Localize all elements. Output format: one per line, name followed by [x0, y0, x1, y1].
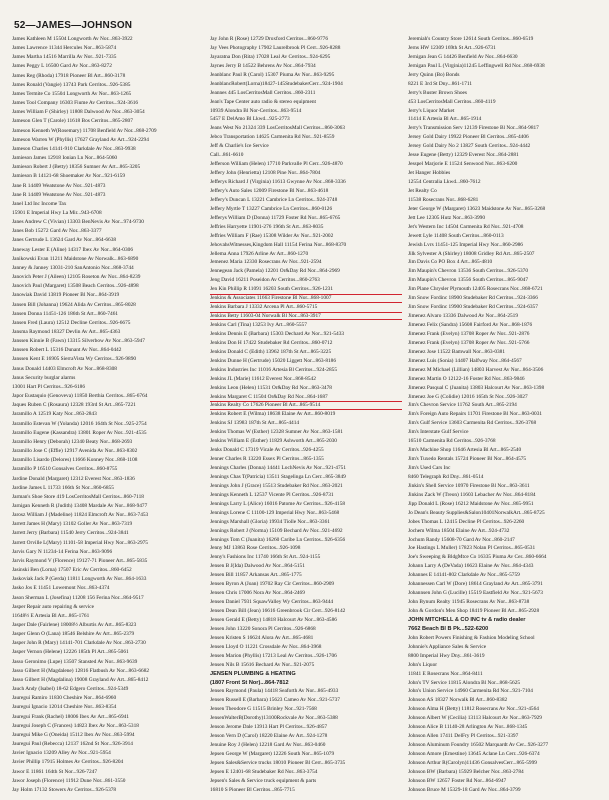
listing-entry: Jet's Western Inc 14504 Carmenita Rd Nor...921-4708: [408, 223, 524, 230]
listing-entry: Janes Bob 15272 Gard Av Nor...863-3377: [12, 228, 102, 235]
listing-entry: James Ronald (Vangie) 13743 Park Cerritos...926-5385: [12, 81, 131, 88]
listing-entry: Jimenez Frank (Evelyn) 13708 Roper Av Nor...921-5766: [408, 339, 530, 346]
listing-entry: Jensen Marion (Phyllis) 17213 Leal Av Cerritos...926-1706: [210, 652, 337, 659]
listing-entry: Jepsen George W (Margaret) 12226 South Nor...865-1079: [210, 751, 335, 757]
listing-entry: Jepsen's Sales & Service truck equipment & parts: [210, 777, 317, 784]
listing-entry: Jasso Gilbert H (Magdalene) 12816 Flatbush Av Nor...863-6682: [12, 667, 150, 674]
listing-entry: Jay John R (Rose) 12729 Droxford Cerritos...860-9776: [210, 36, 328, 42]
listing-entry: Jawor Joseph (Florence) 11912 Dune Nor...861-3550: [12, 777, 126, 784]
listing-entry: Jenson Vern D (Carol) 18220 Elaine Av Art...924-1278: [210, 733, 328, 740]
listing-entry: Jenuine Roy J (Helen) 12218 Gard Av Nor...863-0460: [210, 742, 326, 749]
directory-column-3: [408, 36, 600, 794]
listing-heading: (1807 Front St Nor)...864-7812: [210, 679, 289, 686]
listing-entry: Jameson Warren W (Phyllis) 17627 Grayland Av Art...924-2294: [12, 136, 149, 143]
listing-entry: Jansma Raymond 18327 Devlin Av Art...865-4363: [12, 329, 121, 335]
listing-entry: Jensen B J(Ida) Dalwood Av Nor...864-5151: [210, 563, 305, 570]
listing-entry: Jett Lee 12305 Hutz Nor...863-3990: [408, 214, 486, 221]
listing-entry: Jimenez Pasqual C (Juanita) 13803 Halcourt Av Nor...863-1398: [408, 384, 545, 391]
listing-entry: Jim Snow Fordinc 19900 Studebaker Rd Cerritos...924-6357: [408, 304, 538, 311]
listing-entry: Jerns HW 12309 169th St Art...926-6731: [408, 44, 496, 51]
listing-entry: James Reg (Rhoda) 17918 Pioneer Bl Art...860-3178: [12, 72, 126, 79]
listing-entry: John & Gordon's Men Shop 18419 Pioneer Bl Art...865-2928: [408, 608, 540, 614]
listing-entry: Jimenez Alvaro 13336 Dalwood Av Nor...864-2519: [408, 313, 519, 320]
listing-entry: Jensen Lloyd O 11221 Crossdale Av Nor...864-3968: [210, 643, 322, 650]
listing-entry: Jardine James L 11733 166th St Nor...860-6855: [12, 484, 114, 491]
listing-entry: Jarrett Orville L(Mary) 11101-58 Imperial Hwy Nor...863-2975: [12, 539, 148, 546]
listing-entry: Jauregui Ramiro 11830 Cheshire Nor...864-6960: [12, 695, 117, 702]
listing-entry: Johnson Arthur R(Carolyn)11436 GonsalvesCerr...865-5999: [408, 759, 537, 766]
listing-entry: Jerry's Buster Brown Shoes: [408, 89, 467, 96]
listing-entry: Janus Security burglar alarms: [12, 374, 76, 381]
listing-entry: Jansen Bill (Johanna) 19624 Alida Av Cerritos...865-8028: [12, 301, 136, 308]
listing-entry: 16810 S Pioneer Bl Cerritos...865-7715: [210, 786, 295, 793]
listing-entry: Javier Ignacio 13209 Alley Av Nor...921-5954: [12, 750, 111, 757]
listing-entry: Jenkins Barbara J 13332 Arcena Pl Art...860-5715: [210, 304, 318, 311]
listing-entry: Jenny's Fashions Inc 11740 166th St Art...924-1155: [210, 554, 321, 561]
listing-entry: Jimenez Joe G (Colidie) 12016 165th St Nor...926-3027: [408, 393, 528, 400]
listing-entry: Jenkins Margaret C 11504 Or&Day Rd Nor...864-1687: [210, 393, 328, 400]
listing-entry: Janssen Kinnie B (Fawn) 13315 Silverbow Av Nor...863-5947: [12, 338, 145, 345]
listing-entry: 8221 E 3rd St Dny...861-1711: [408, 80, 473, 87]
listing-entry: John Robert Powers Finishing & Fashion Modeling School: [408, 634, 535, 641]
listing-entry: Jeffery's Duncan L 13221 Cambrice Ln Cerritos...924-3748: [210, 196, 338, 203]
listing-entry: Jerry's Liquor Market: [408, 107, 455, 114]
listing-entry: Jepsen Sales&Service trucks 18010 Pioneer Bl Cerr...865-3735: [210, 759, 346, 766]
listing-entry: Jaynes Jerry B 14522 Behrens Av Nor...864-7934: [210, 62, 316, 69]
listing-entry: Jameson Glen T (Carole) 11618 Bos Cerritos...865-2807: [12, 118, 133, 125]
listing-entry: Jennings John J (Grace) 15513 Studebaker Rd Nor...863-2021: [210, 482, 343, 489]
listing-entry: JensenWalterB(Dorothy)13100Rockvale Av Nor...863-5388: [210, 715, 338, 722]
listing-entry: Janikowski Evan 11211 Maidstone Av Norwalk...863-6890: [12, 255, 139, 262]
listing-entry: Jensen Chris 17006 Nora Av Nor...864-2469: [210, 590, 305, 597]
listing-entry: Janeway Lester E (Aline) 14317 Ibex Av Nor...864-0306: [12, 246, 133, 253]
listing-entry: Janovich Paul (Margaret) 13508 Beach Cerritos...926-4898: [12, 283, 139, 290]
listing-entry: Jenkins Thomas W (Esther) 12328 Sumner Av Nor...863-1581: [210, 429, 343, 436]
listing-entry: 16510 Carmenita Rd Cerritos...926-3768: [408, 438, 496, 445]
listing-entry: Jilk Sylvester A (Shirley) 18008 Gridley Rd Art...865-2507: [408, 250, 535, 257]
listing-entry: Jim's Used Cars Inc: [408, 465, 451, 471]
listing-entry: Jim's Chevron Service 11762 South Art...865-2194: [408, 402, 517, 409]
listing-entry: Janowiak David 13819 Pioneer Bl Nor...864-3919: [12, 292, 120, 299]
listing-entry: Jernigan Paul L (Virginia)11245 Leffingwell Rd Nor...868-6938: [408, 62, 545, 69]
listing-entry: Jarvis Raymond V (Florence) 19127-71 Pioneer Art...865-5835: [12, 557, 148, 564]
listing-entry: Johnson Aluminum Foundry 16502 Marquardt Av Cer...926-3277: [408, 742, 549, 749]
listing-entry: Jasper Glenn O (Lana) 18546 Belshire Av Art...865-2379: [12, 631, 135, 638]
listing-entry: Jim's Gulf Service 13603 Carmenita Rd Cerritos...926-3768: [408, 420, 537, 427]
listing-entry: Jeffery Myrtle T 13227 Cambrice Ln Cerritos...860-0126: [210, 205, 333, 212]
listing-entry: Janes Andrew C (Vivian) 13303 BenNevis Av Nor...974-9730: [12, 219, 144, 226]
listing-entry: James Lawrence 11344 Hercules Nor...863-5874: [12, 45, 117, 52]
listing-entry: 8800 Imperial Hwy Dny...861-3619: [408, 652, 485, 659]
listing-entry: Jenkins Industries Inc 11016 Artesia Bl Cerritos...924-2855: [210, 366, 337, 373]
listing-entry: Jennings Charles (Donna) 14441 LochNevis Av Nor...921-4751: [210, 465, 346, 471]
listing-entry: Jarvis Gary N 11234-14 Ferina Nor...863-9096: [12, 548, 113, 555]
listing-entry: Jensen Bill 11857 Arkansas Art...865-1775: [210, 572, 302, 579]
listing-entry: Jansen Donna 11451-126 186th St Art...860-7461: [12, 310, 119, 317]
listing-entry: Jaramillo Henry (Deborah) 12340 Beaty Nor...868-2693: [12, 438, 133, 445]
listing-entry: 453 LosCerritosMall Cerritos...860-4119: [408, 98, 496, 105]
listing-entry: Jeffery John (Henrietta) 12108 Pine Nor...864-7804: [210, 170, 321, 177]
listing-entry: Jennings Larry L (Alice) 16016 Patome Av Cerritos...926-4158: [210, 500, 346, 507]
listing-entry: Jenks Donald C 17319 Vicale Av Cerritos...926-4255: [210, 447, 324, 454]
listing-entry: Jersey Gold Dairy No 2 13827 South Cerritos...924-4442: [408, 143, 531, 150]
listing-heading: 7662 Beach Bl B Pk...522-6200: [408, 625, 489, 632]
listing-entry: Jeffries William F (Rae) 15308 Wilder Av Nor...921-2002: [210, 232, 334, 239]
listing-entry: Jarrett James H (Mary) 13102 Goller Av Nor...863-7319: [12, 521, 133, 528]
listing-entry: Jeans West No 21324 339 LosCerritosMall Cerritos...860-3063: [210, 125, 345, 132]
listing-entry: Jensen John 13220 Sonora Pl Cerritos...926-6868: [210, 625, 316, 632]
listing-entry: Jenson Jerome Dale 13913 Hart Pl Cerritos...926-4857: [210, 724, 328, 731]
directory-columns: [12, 36, 602, 794]
listing-entry: Jarnigan Kenneth R (Judith) 13408 Mardale Av Nor...868-9477: [12, 502, 148, 509]
listing-entry: Janssen Kent E 16905 SierraVista Wy Cerritos...926-9890: [12, 356, 137, 363]
listing-entry: Jim Davis Co PO Box 4 Art...865-4810: [408, 259, 493, 266]
listing-entry: Jauregui Paul (Rebecca) 12137 162nd St Nor...926-3914: [12, 741, 133, 748]
listing-entry: Jensen Byron A (Joan) 19702 Ray Cir Cerritos...860-2909: [210, 581, 335, 588]
listing-entry: Jenner Charles R 13220 Essex Pl Cerritos...865-1355: [210, 456, 324, 463]
listing-entry: Jenkins Dennis E (Barbara) 15303 Dechard Av Nor...921-5433: [210, 330, 345, 337]
listing-entry: 5457 E DelAmo Bl Lkwd...925-2773: [210, 116, 290, 123]
listing-entry: Jennings Tom C (Juanita) 16260 Caribe Ln Cerritos...926-6356: [210, 536, 346, 543]
listing-entry: Johnson BW 12657 Foster Rd Nor...864-6947: [408, 777, 507, 784]
listing-entry: James Kathleen M 15504 Longworth Av Nor...863-3922: [12, 36, 133, 42]
listing-entry: Jenkins William E (Esther) 11829 Ashworth Art...865-2030: [210, 438, 337, 445]
listing-entry: John's Liquor: [408, 661, 438, 668]
listing-entry: 11538 Rosecrans Nor...868-6281: [408, 196, 479, 203]
listing-entry: 13001 Hart Pl Cerritos...926-6186: [12, 383, 86, 390]
listing-entry: Jim's Interstate Gulf Service: [408, 429, 469, 436]
listing-heading: JENSEN PLUMBING & HEATING: [210, 670, 296, 677]
highlighted-listing: Jenkins Betty 11603-04 Norwalk Bl Nor...863-3917: [210, 313, 402, 319]
listing-entry: Johnson AS 18327 Norwalk Bl Art...860-8382: [408, 697, 508, 704]
listing-entry: Jewish Lvrs 11451-125 Imperial Hwy Nor...860-2986: [408, 241, 523, 248]
listing-entry: John's Union Service 14960 Carmenita Rd Nor...921-7104: [408, 688, 533, 695]
listing-entry: Jinkins Zack W (Treon) 11603 Lebacher Av Nor...864-8184: [408, 491, 536, 498]
listing-entry: Jen Kin Phillip R 11091 16203 South Cerritos...926-1231: [210, 286, 334, 293]
listing-entry: Jeannes 445 LosCerritosMall Cerritos...860-2311: [210, 89, 316, 96]
listing-entry: Jepsen E 12401-68 Studebaker Rd Nor...863-3754: [210, 768, 318, 775]
listing-entry: Jansen Fred (Laura) 12512 Decline Cerritos...926-6675: [12, 319, 131, 326]
listing-entry: Jarman's Shoe Store 419 LosCerritosMall Cerritos...860-7118: [12, 493, 144, 500]
listing-entry: 12554 Centralia Lkwd...860-7612: [408, 179, 481, 185]
listing-entry: Johann Larry A (DeVada) 16623 Elaine Av Nor...864-4343: [408, 563, 534, 570]
listing-entry: JehovahsWitnesses,Kingdom Hall 11154 Ferina Nor...868-8370: [210, 241, 347, 248]
listing-entry: Jenkins Leon (Helen) 11531 Or&Day Rd Nor...863-3478: [210, 384, 332, 391]
listing-entry: Jasper Repair auto repairing & service: [12, 603, 95, 610]
listing-entry: Jensen Daniel 7931 SquawValley Wy Cerritos...863-9444: [210, 599, 334, 606]
listing-entry: Jerry's Transmission Serv 12139 Firestone Bl Nor...864-9817: [408, 125, 539, 132]
listing-entry: Jensen Raymond (Paula) 14418 Seaforth Av Nor...865-4933: [210, 688, 339, 695]
listing-entry: Jaramillo P 16510 Gonsalves Cerritos...860-8755: [12, 466, 118, 473]
listing-entry: James Termite Co 15504 Longworth Av Nor...863-1265: [12, 90, 132, 97]
listing-entry: Jennings Robert J (Norma) 15109 Bechard Av Nor...921-4692: [210, 527, 343, 534]
listing-entry: Jaramillo Jose C (Effie) 12917 Avenida Av Nor...863-8302: [12, 448, 138, 455]
listing-entry: Jeff & Charlie's Ice Service: [210, 143, 269, 150]
listing-entry: Johnson BW (Barbara) 15929 Belcher Nor...863-2784: [408, 768, 524, 775]
listing-entry: 11414 E Artesia Bl Art...865-1914: [408, 116, 482, 123]
directory-column-1: [12, 36, 204, 794]
listing-entry: Jo Dean's Beauty Supplies&Salon10401NorwalkArt...865-8725: [408, 509, 545, 516]
listing-entry: Jinkin's Shell Service 10970 Firestone Bl Nor...863-3611: [408, 482, 530, 489]
listing-entry: Johnson Alice B 11140-28 Arlington Av Nor...868-1345: [408, 724, 528, 731]
listing-entry: Jay Holm 17132 Stowers Av Cerritos...926-5378: [12, 786, 117, 793]
listing-entry: Jaskoviak Jack P (Gerda) 11811 Longworth Av Nor...864-1633: [12, 576, 147, 583]
listing-entry: Jernigan Jean G 14426 Benfield Av Nor...864-6630: [408, 53, 518, 60]
highlighted-listing: Jenkins Realty Co 17626 Pioneer Bl Art...865-9514: [210, 402, 402, 408]
listing-entry: Janovich Peter J (Aileen) 12105 Roseton Av Nor...864-8239: [12, 274, 141, 281]
listing-entry: Jameson Charles 14141-910 Clarkdale Av Nor...863-9938: [12, 145, 136, 152]
listing-entry: Jawor E 11861 164th St Nor...926-7247: [12, 768, 98, 775]
listing-entry: Jauregui Joseph C (Frances) 14823 Ibex Av Nor...863-5318: [12, 722, 139, 729]
listing-entry: Jobes Thomas L 12415 Decline Pl Cerritos...926-2260: [408, 518, 525, 525]
listing-entry: Jasinski Ben (Lorna) 17507 Eric Av Cerritos...860-6452: [12, 567, 132, 574]
listing-entry: Joe's Sweeping & BldgMtce Co 16335 Piuma Av Cer...860-6664: [408, 554, 547, 561]
listing-entry: Jasso Geronimo (Lupe) 13507 Stansted Av Nor...863-9639: [12, 658, 138, 665]
listing-entry: Jayaratna Don (Rita) 17028 Leal Av Cerritos...924-6295: [210, 53, 331, 60]
listing-entry: Johannessen Carl W (Dore) 18614 Grayland Av Art...865-3791: [408, 581, 543, 588]
listing-entry: Jenkins Carl (Tina) 13253 Ivy Art...860-5557: [210, 322, 307, 328]
listing-entry: Jenkins SJ 13983 187th St Art...865-4414: [210, 420, 300, 427]
listing-entry: Jensen Theodore G 11515 Brinley Nor...921-7568: [210, 706, 317, 713]
listing-entry: Jensen Dean Bill (Jean) 16616 Greenbrook Cir Cerr...926-8142: [210, 608, 346, 614]
listing-entry: Jenkins Robert E (Wilma) 18638 Elaine Av Art...860-8019: [210, 411, 336, 418]
listing-entry: Jim Plane Chrysler Plymouth 12405 Rosecrans Nor...868-6721: [408, 286, 543, 293]
listing-entry: Call...861-6610: [210, 152, 244, 159]
listing-entry: John's TV Service 11815 Alondra Bl Nor...868-5625: [408, 679, 521, 686]
listing-entry: JeanblancRobert(Lorna)18427-145StudebakerCerr...924-1904: [210, 80, 343, 87]
listing-entry: Jean's Tape Center auto radio & stereo equipment: [210, 98, 316, 105]
listing-entry: Jamieson Robert J (Betty) 18356 Sumner Av Art...865-3205: [12, 164, 141, 171]
listing-entry: Jane R 14409 Weatstone Av Nor...921-4873: [12, 182, 106, 189]
listing-entry: Jaramillo A 12519 Katy Nor...863-2843: [12, 411, 97, 418]
listing-entry: Jimenez Felix (Sandra) 15608 Fairford Av Nor...868-1876: [408, 322, 533, 328]
listing-entry: Janney & Janney 13031-210 SanAntonio Nor...868-3744: [12, 264, 134, 271]
listing-entry: Jet Hanger Hobbies: [408, 170, 451, 177]
listing-entry: Jerry Quinn (Bo) Bonds: [408, 71, 460, 78]
listing-entry: Jewett Lyle 11408 South Cerritos...860-0113: [408, 232, 504, 239]
listing-entry: Jarosz William J (Madeline) 11824 Elmcroft Av Nor...863-7453: [12, 512, 149, 519]
listing-entry: Jensen Gerald E (Betty) 14818 Halcourt Av Nor...863-4586: [210, 616, 337, 623]
listing-entry: Jaramillo Eugene (Kassandra) 13801 Roper Av Nor...921-4535: [12, 429, 147, 436]
listing-entry: Jamieson B 14121-68 Shoemaker Av Nor...921-6159: [12, 173, 125, 180]
listing-entry: Johannsen John G (Lucille) 15519 Eastfield Av Nor...921-5673: [408, 590, 543, 597]
listing-entry: Janus Donald 14403 Elmcroft Av Nor...868-8308: [12, 365, 117, 372]
listing-entry: Jesspel Marjorie E 11524 Senwood Nor...863-6200: [408, 161, 518, 168]
directory-column-2: [210, 36, 402, 794]
listing-entry: James Tool Company 16303 Fiume Av Cerritos...924-3616: [12, 100, 139, 107]
listing-entry: Janes Gertrude L 13624 Gard Av Nor...864-6638: [12, 237, 117, 244]
listing-entry: Jeter George W (Margaret) 13623 Maidstone Av Nor...865-3268: [408, 205, 546, 212]
listing-entry: James William F (Shirley) 11808 Dalwood Av Nor...863-3054: [12, 109, 145, 116]
listing-entry: James Peggy L 16500 Gard Av Nor...863-8272: [12, 63, 112, 70]
listing-entry: Jim's Tuxedo Rentals 15724 Pioneer Bl Nor...864-4575: [408, 456, 527, 463]
listing-entry: Jimenez Jose 11522 Bamwall Nor...863-0381: [408, 348, 506, 355]
listing-entry: Jennings Marshall (Gloria) 19934 Tiolle Nor...863-3361: [210, 518, 330, 525]
listing-entry: 11648½ E Artesia Bl Art...865-1761: [12, 612, 90, 619]
highlighted-listing: Jenkins & Associates 11663 Firestone Bl Nor...868-1007: [210, 295, 402, 301]
listing-entry: Jasper John R (Mary) 14141-701 Clarkdale Av Nor...863-2730: [12, 640, 146, 647]
listing-entry: Johnson Alma H (Betty) 11812 Rosecrans Av Nor...921-4564: [408, 706, 539, 713]
listing-entry: Jaramillo Lisardo (Delores) 11666 Konney Nor...868-1108: [12, 457, 138, 464]
listing-entry: Jenkins Don H 17422 Studebaker Rd Cerritos...860-0712: [210, 339, 333, 346]
listing-entry: Jeanblanc Paul R (Carol) 15307 Piuma Av Nor...863-9295: [210, 71, 335, 78]
listing-entry: Jesse Eugene (Betty) 12329 Everest Nor...864-2881: [408, 152, 519, 159]
listing-entry: Jeremiah's Country Store 12614 South Cerritos...860-6519: [408, 36, 534, 42]
listing-entry: Jason Sherman L (Josefina) 11208 156 Ferina Nor...864-9517: [12, 594, 144, 601]
listing-entry: Jauregui Frank (Rachel) 18006 Ibex Av Art...865-6941: [12, 713, 129, 720]
listing-entry: Jennegean Jack (Pamela) 12201 Or&Day Rd Nor...864-2969: [210, 268, 340, 275]
listing-entry: 10939 Alondra Bl Nor-Cerritos...863-9514: [210, 107, 302, 114]
listing-entry: Jebco Transportation 14625 Carmenita Rd Nor...921-8559: [210, 134, 335, 141]
listing-entry: Jimenez Frank (Evelyn) 13708 Roper Av Nor...921-2876: [408, 330, 530, 337]
listing-entry: Jim Maupin's Chevron 13556 South Cerritos...865-9047: [408, 277, 529, 284]
listing-entry: Jenkins JL (Marie) 11612 Everest Nor...868-8542: [210, 375, 316, 382]
listing-entry: Jennings Chas T(Patricia) 13511 Stagelinga Ln Cerr...865-3849: [210, 473, 346, 480]
listing-entry: Jimenez Martin O 12122-16 Foster Rd Nor...863-9846: [408, 375, 525, 382]
listing-entry: Janssen Robert L 15316 Dunant Av Nor...864-0442: [12, 347, 122, 354]
listing-entry: Jasper Vernon (Helene) 12226 185th Pl Art...865-5061: [12, 649, 129, 656]
listing-entry: Jane R 14409 Weatstone Av Nor...921-4873: [12, 191, 106, 198]
listing-entry: Jochum Randy 15608-70 Gard Av Nor...860-2147: [408, 536, 515, 543]
listing-entry: Jasper Dale (Fairlene) 18008½ Alburtis Av Art...865-8323: [12, 622, 137, 628]
listing-entry: Jet Realty Co: [408, 187, 437, 194]
listing-entry: Jochem Wilma 18504 Elaine Av Art...924-4732: [408, 527, 510, 534]
listing-entry: Jarrett Jerry (Barbara) 11540 Jerry Cerritos...924-3841: [12, 530, 129, 537]
listing-entry: 11841 E Rosecrans Nor...864-8411: [408, 670, 483, 677]
listing-entry: 8460 Telegraph Rd Dny...861-0514: [408, 473, 484, 480]
listing-entry: Jersey Gold Dairy 19922 Pioneer Bl Cerritos...865-4406: [408, 134, 529, 141]
listing-entry: Japor Eustaquio (Genoveva) 11850 Berthia Cerritos...865-6764: [12, 393, 148, 400]
listing-entry: Jefferys Richard J (Virginia) 11613 Gwynne Av Nor...868-3336: [210, 179, 346, 185]
listing-entry: Jimenez Luis (Sonia) 14407 Halfway Nor...864-4567: [408, 357, 522, 364]
listing-entry: Jimenez M Michael (Lillian) 14803 Harvest Av Nor...864-3506: [408, 366, 544, 373]
listing-entry: Jim's Foreign Auto Repairs 11701 Firestone Bl Nor...863-0031: [408, 411, 543, 418]
listing-entry: Johnson Albert W (Cecilia) 13113 Halcourt Av Nor...863-7929: [408, 715, 542, 722]
listing-entry: John Bynum Realty 11945 Rosecrans Av Nor...863-8738: [408, 599, 530, 606]
listing-entry: Jefferson William (Helen) 17710 Parkvalle Pl Cerr...926-4870: [210, 161, 343, 168]
listing-entry: Jasso Gilbert H (Magdalina) 19008 Grayland Av Art...865-8412: [12, 676, 149, 683]
listing-entry: Jamieson James 12918 Ionian Ln Nor...864-5060: [12, 155, 118, 162]
listing-entry: Jellema Anna 17926 Arline Av Art...860-1270: [210, 250, 309, 257]
listing-entry: Jardine Donald (Margaret) 12312 Everest Nor...863-1836: [12, 475, 135, 482]
listing-entry: Jennings Kenneth L 12537 Vicente Pl Cerritos...926-8731: [210, 491, 334, 498]
listing-entry: Jeng David 16211 Poseidon Av Cerritos...860-2763: [210, 277, 320, 284]
listing-entry: Jensen Nils B 15616 Bechard Av Nor...921-2075: [210, 661, 315, 668]
listing-entry: Jaques Ruben C (Rosaura) 12328 193rd St Art...865-7221: [12, 402, 136, 409]
listing-heading: JOHN MITCHELL & CO INC tv & radio dealer: [408, 616, 526, 623]
listing-entry: Jauregui Mike G (Oneida) 15112 Ibex Av Nor...863-5994: [12, 731, 135, 738]
listing-entry: Janel Ltd Inc Income Tax: [12, 200, 67, 207]
listing-entry: James Martha 14516 Marrilla Av Nor...921-7335: [12, 54, 117, 61]
page-header: 52—JAMES—JOHNSON: [14, 20, 133, 31]
listing-entry: Jim Maupin's Chevron 13536 South Cerritos...926-5370: [408, 268, 529, 275]
listing-entry: 15901 E Imperial Hwy La Mir...943-6708: [12, 209, 102, 216]
listing-entry: Jeffery's Auto Sales 12009 Firestone Bl Nor...863-4618: [210, 187, 329, 194]
listing-entry: Jim's Machine Shop 11646 Artesia Bl Art...865-2540: [408, 447, 522, 454]
listing-entry: Jeffries Harryette 11901-276 196th St Art...863-8035: [210, 223, 324, 230]
listing-entry: Johnson Amore (Ernestine) 13645 Aclane Ln Cerr...926-6374: [408, 751, 540, 757]
listing-entry: Jensen Russell E (Barbara) 15623 Cameo Av Nor...921-5737: [210, 697, 340, 704]
listing-entry: Joe Hastings L Muller) 17823 Nolan Pl Cerritos...865-0531: [408, 545, 536, 552]
listing-entry: Jemenez Maria 12330 Rosecrans Av Nor...921-2594: [210, 259, 322, 266]
listing-entry: Johnson Allen 17411 DelFry Pl Cerritos...921-3397: [408, 733, 519, 740]
listing-entry: Jauregui Ignacio 12014 Cheshire Nor...863-8354: [12, 704, 117, 711]
listing-entry: Johnnie's Appliance Sales & Service: [408, 643, 487, 650]
listing-entry: Jipp Donald L (Rose) 16212 Maidstone Av Nor...865-9951: [408, 500, 534, 507]
listing-entry: Jefferys William D (Donna) 11729 Foster Rd Nor...865-6765: [210, 214, 341, 221]
listing-entry: Johannes E 14141-802 Clarkdale Av Nor...865-5759: [408, 572, 520, 579]
listing-entry: Johnson Bruce M 15329-18 Gard Av Nor...864-3799: [408, 786, 521, 793]
listing-entry: Jaramillo Estevan W (Yolanda) 12016 164th St Nor...925-2754: [12, 420, 147, 427]
listing-entry: Jenkins Dunne H (Gertrude) 15020 Liggett Nor...863-8186: [210, 357, 337, 364]
listing-entry: Jenny MJ 13863 Rose Cerritos...926-1098: [210, 545, 301, 552]
listing-entry: Jim Snow Fordinc 18900 Studebaker Rd Cerritos...924-3366: [408, 295, 538, 302]
listing-entry: Jay Vees Photography 17902 Laurelbrook Pl Cerr...926-8288: [210, 44, 341, 51]
listing-entry: Jennings Lorene C 11100-129 Imperial Hwy Nor...863-5468: [210, 509, 340, 516]
listing-entry: Jenkins Donald C (Edith) 13962 187th St Art...865-3225: [210, 348, 332, 355]
listing-entry: Jauch Andy (Isabel) 18-62 Edgero Cerritos...924-5349: [12, 686, 129, 693]
listing-entry: Jameson Kenneth W(Rosemary) 11708 Benfield Av Nor...868-2709: [12, 127, 157, 134]
listing-entry: Javier Phillip 17915 Holmes Av Cerritos...926-8204: [12, 759, 124, 766]
listing-entry: Jensen Kristen S 16624 Alora Av Art...865-4681: [210, 634, 314, 641]
listing-entry: Jasko Jos E 11451 Lowemont Nor...863-4374: [12, 585, 110, 592]
